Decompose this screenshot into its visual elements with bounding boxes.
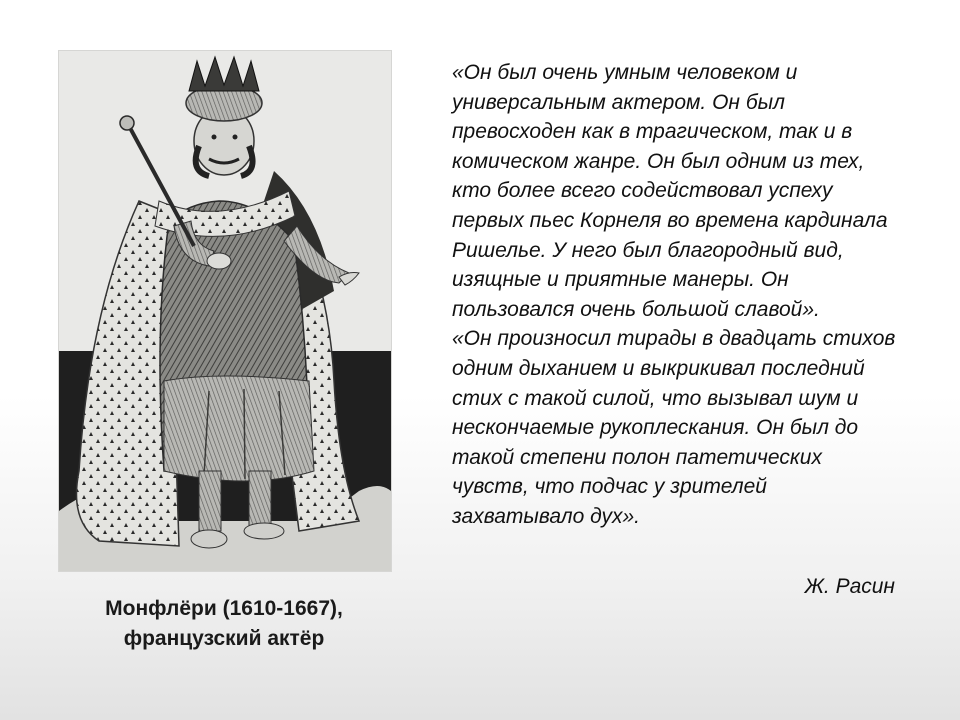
quote-paragraph-2: «Он произносил тирады в двадцать стихов одним дыханием и выкрикивал последний стих с такой силой, что вызывал шум и нескончаемые рукоплескания. Он был до такой степени полон патетических чувств, что подчас у зрителей захватывало дух».: [452, 327, 896, 528]
caption-line-name: Монфлёри (1610-1667),: [105, 597, 343, 620]
portrait-caption: [58, 594, 390, 654]
quote-paragraph-1: «Он был очень умным человеком и универсальным актером. Он был превосходен как в трагическом, так и в комическом жанре. Он был одним из тех, кто более всего содействовал успеху первых пьес Корнеля во времена кардинала Ришелье. У него был благородный вид, изящные и приятные манеры. Он пользовался очень большой славой».: [452, 61, 888, 321]
actor-portrait-image: [58, 50, 392, 572]
quote-author: Ж. Расин: [804, 575, 895, 598]
actor-portrait-icon: [59, 51, 391, 571]
caption-line-role: французский актёр: [123, 627, 325, 650]
racine-quote: [452, 58, 902, 532]
